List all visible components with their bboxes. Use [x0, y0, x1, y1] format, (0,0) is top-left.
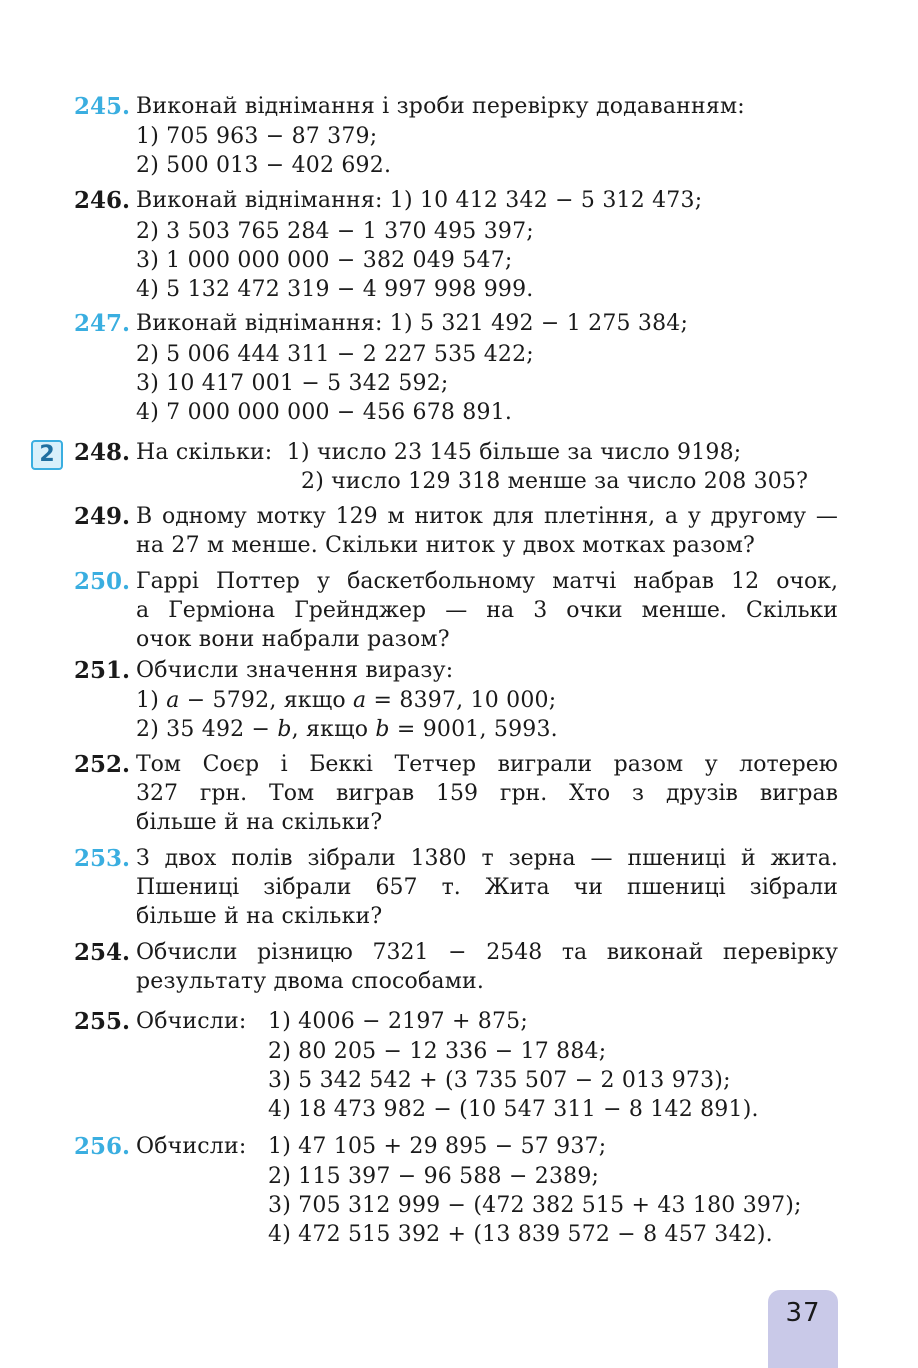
problem-number: 245.	[74, 93, 131, 120]
problem-text: результату двома способами.	[136, 969, 485, 994]
problem-text: 2) 115 397 − 96 588 − 2389;	[268, 1164, 600, 1189]
problem-text: очок вони набрали разом?	[136, 627, 450, 652]
problem-text: Виконай віднімання: 1) 10 412 342 − 5 312 473;	[136, 188, 703, 213]
problem-number: 251.	[74, 657, 131, 684]
problem-text: Виконай віднімання і зроби перевірку додаванням:	[136, 94, 745, 119]
problem-text: 1) 705 963 − 87 379;	[136, 124, 378, 149]
problem-text: Обчисли:	[136, 1009, 247, 1034]
problem-text: більше й на скільки?	[136, 810, 383, 835]
problem-text: 4) 472 515 392 + (13 839 572 − 8 457 342).	[268, 1222, 773, 1247]
problem-text: 4) 7 000 000 000 − 456 678 891.	[136, 400, 513, 425]
problem-text: 2) 500 013 − 402 692.	[136, 153, 392, 178]
problem-text: 3) 705 312 999 − (472 382 515 + 43 180 397);	[268, 1193, 802, 1218]
problem-text: 2) 80 205 − 12 336 − 17 884;	[268, 1039, 607, 1064]
problem-text: 3) 10 417 001 − 5 342 592;	[136, 371, 449, 396]
problem-text: 2) 35 492 − b, якщо b = 9001, 5993.	[136, 717, 558, 742]
problem-text: 2) 5 006 444 311 − 2 227 535 422;	[136, 342, 534, 367]
problem-text: Обчисли різницю 7321 − 2548 та виконай перевірку	[136, 940, 838, 965]
problem-text: На скільки: 1) число 23 145 більше за число 9198;	[136, 440, 742, 465]
page-number: 37	[785, 1298, 821, 1328]
problem-text: Гаррі Поттер у баскетбольному матчі набрав 12 очок,	[136, 569, 838, 594]
problem-text: 2) 3 503 765 284 − 1 370 495 397;	[136, 219, 534, 244]
problem-number: 249.	[74, 503, 131, 530]
problem-number: 250.	[74, 568, 131, 595]
problem-text: Пшениці зібрали 657 т. Жита чи пшениці зібрали	[136, 875, 838, 900]
problem-text: на 27 м менше. Скільки ниток у двох мотках разом?	[136, 533, 756, 558]
problem-number: 246.	[74, 187, 131, 214]
problem-text: 3) 1 000 000 000 − 382 049 547;	[136, 248, 513, 273]
difficulty-level-badge: 2	[31, 440, 63, 470]
problem-text: Том Соєр і Беккі Тетчер виграли разом у лотерею	[136, 752, 838, 777]
problem-number: 254.	[74, 939, 131, 966]
problem-text: 4) 5 132 472 319 − 4 997 998 999.	[136, 277, 534, 302]
problem-text: Виконай віднімання: 1) 5 321 492 − 1 275 384;	[136, 311, 689, 336]
problem-text: Обчисли:	[136, 1134, 247, 1159]
problem-text: 2) число 129 318 менше за число 208 305?	[301, 469, 809, 494]
page-number-tab	[768, 1290, 838, 1368]
problem-text: 3) 5 342 542 + (3 735 507 − 2 013 973);	[268, 1068, 731, 1093]
problem-text: З двох полів зібрали 1380 т зерна — пшениці й жита.	[136, 846, 838, 871]
problem-number: 248.	[74, 439, 131, 466]
problem-number: 253.	[74, 845, 131, 872]
problem-text: а Герміона Грейнджер — на 3 очки менше. Скільки	[136, 598, 838, 623]
problem-text: 327 грн. Том виграв 159 грн. Хто з друзів виграв	[136, 781, 838, 806]
problem-text: 1) a − 5792, якщо a = 8397, 10 000;	[136, 688, 557, 713]
problem-number: 252.	[74, 751, 131, 778]
problem-text: 1) 47 105 + 29 895 − 57 937;	[268, 1134, 607, 1159]
problem-text: Обчисли значення виразу:	[136, 658, 454, 683]
problem-number: 247.	[74, 310, 131, 337]
problem-number: 256.	[74, 1133, 131, 1160]
problem-text: В одному мотку 129 м ниток для плетіння, а у другому —	[136, 504, 838, 529]
problem-text: 4) 18 473 982 − (10 547 311 − 8 142 891).	[268, 1097, 759, 1122]
problem-text: більше й на скільки?	[136, 904, 383, 929]
problem-text: 1) 4006 − 2197 + 875;	[268, 1009, 528, 1034]
problem-number: 255.	[74, 1008, 131, 1035]
